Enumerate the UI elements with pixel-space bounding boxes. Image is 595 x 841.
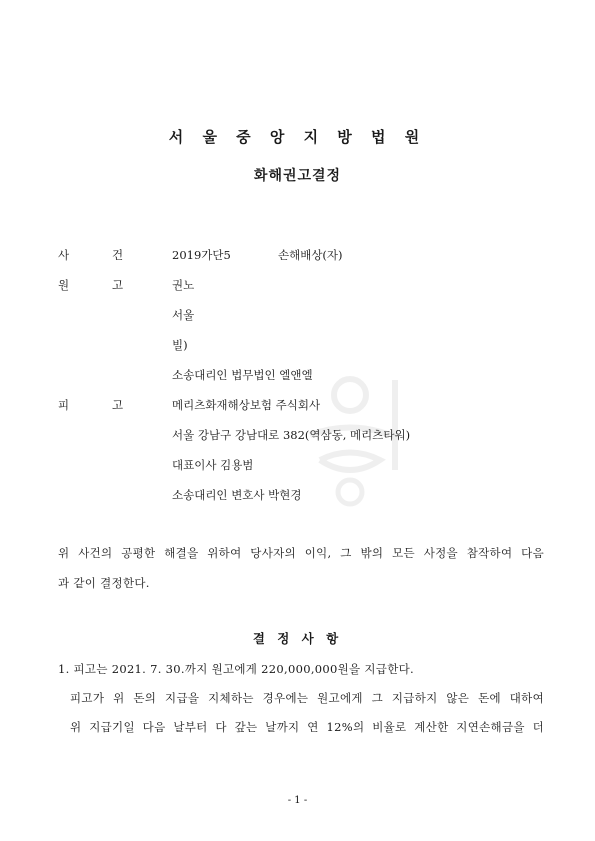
defendant-address: 서울 강남구 강남대로 382(역삼동, 메리츠타워) <box>172 428 411 442</box>
decision-item-1-line-2: 피고가 위 돈의 지급을 지체하는 경우에는 원고에게 그 지급하지 않은 돈에 대하여 <box>70 691 544 705</box>
defendant-name: 메리츠화재해상보험 주식회사 <box>172 398 321 412</box>
plaintiff-label-a: 원 <box>58 278 70 292</box>
decision-section-title: 결 정 사 항 <box>252 631 343 646</box>
defendant-label-b: 고 <box>112 398 124 412</box>
defendant-representative: 대표이사 김용범 <box>172 458 254 472</box>
document-title: 화해권고결정 <box>253 168 342 184</box>
plaintiff-counsel: 소송대리인 법무법인 엘앤엘 <box>172 368 313 382</box>
decision-item-1-line-1: 1. 피고는 2021. 7. 30.까지 원고에게 220,000,000원을 지급한다. <box>58 662 414 676</box>
plaintiff-label-b: 고 <box>112 278 124 292</box>
case-label-a: 사 <box>58 248 70 262</box>
defendant-counsel: 소송대리인 변호사 박현경 <box>172 488 302 502</box>
defendant-label-a: 피 <box>58 398 70 412</box>
plaintiff-line: 빌) <box>172 338 188 352</box>
case-label-b: 건 <box>112 248 124 262</box>
court-name: 서 울 중 앙 지 방 법 원 <box>168 128 427 146</box>
decision-item-1-line-3: 위 지급기일 다음 날부터 다 갚는 날까지 연 12%의 비율로 계산한 지연손해금을 더 <box>70 720 544 734</box>
intro-line-1: 위 사건의 공평한 해결을 위하여 당사자의 이익, 그 밖의 모든 사정을 참작하여 다음 <box>58 546 544 560</box>
case-name: 손해배상(자) <box>278 248 343 262</box>
plaintiff-line: 서울 <box>172 308 195 322</box>
plaintiff-line: 권노 <box>172 278 195 292</box>
case-number: 2019가단5 <box>172 248 231 262</box>
page-number: - 1 - <box>287 795 308 806</box>
intro-line-2: 과 같이 결정한다. <box>58 576 150 590</box>
